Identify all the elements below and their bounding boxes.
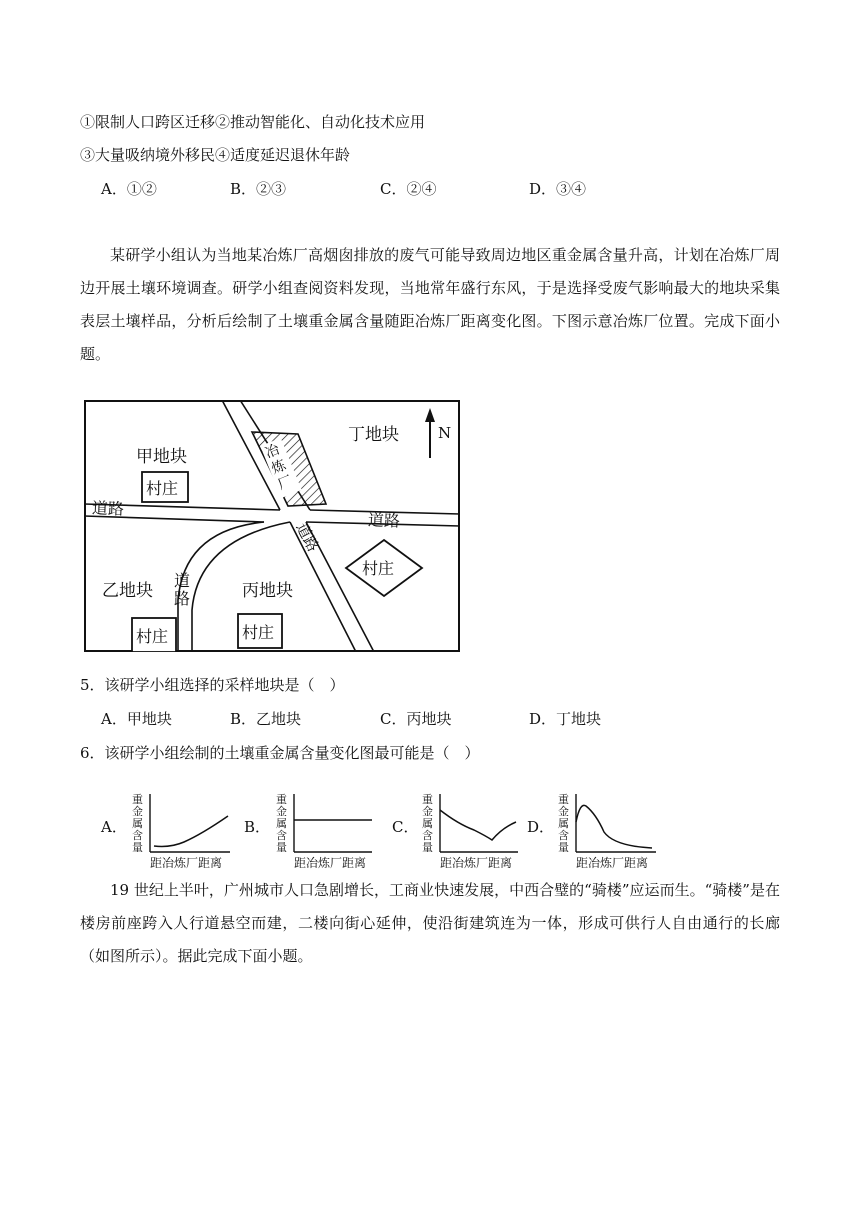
graph-a-curve <box>154 816 228 847</box>
q4-option-b: B．②③ <box>230 180 287 198</box>
graph-d-curve <box>576 805 652 848</box>
village-label-yi: 村庄 <box>136 627 169 646</box>
q6-option-c-letter: C． <box>392 818 419 836</box>
statement-line-1: ①限制人口跨区迁移②推动智能化、自动化技术应用 <box>80 113 426 131</box>
plot-bing-label: 丙地块 <box>242 581 293 601</box>
road-label-vertical: 道 路 <box>174 571 191 608</box>
smelter-label: 冶 炼 厂 <box>263 441 295 494</box>
plot-ding-label: 丁地块 <box>348 425 399 445</box>
village-label-jia: 村庄 <box>146 479 179 498</box>
graph-c-ylabel: 重金属含量 <box>422 793 433 854</box>
graph-d-ylabel: 重金属含量 <box>558 793 569 854</box>
q4-option-c: C．②④ <box>380 180 437 198</box>
q5-option-b: B．乙地块 <box>230 710 302 728</box>
village-label-ding: 村庄 <box>362 559 395 578</box>
q4-option-a: A．①② <box>101 180 157 198</box>
graph-b-xlabel: 距冶炼厂距离 <box>294 856 367 870</box>
q6-graph-d <box>556 792 656 870</box>
q6-option-d-letter: D． <box>527 818 555 836</box>
plot-yi-label: 乙地块 <box>102 581 153 601</box>
q6-graph-c <box>418 792 518 870</box>
road-label-east: 道路 <box>367 510 401 531</box>
graph-a-xlabel: 距冶炼厂距离 <box>150 856 223 870</box>
village-label-bing: 村庄 <box>242 623 275 642</box>
q5-option-d: D．丁地块 <box>529 710 602 728</box>
graph-d-xlabel: 距冶炼厂距离 <box>576 856 649 870</box>
q6-graph-b <box>272 792 372 870</box>
graph-c-xlabel: 距冶炼厂距离 <box>440 856 513 870</box>
graph-a-ylabel: 重金属含量 <box>132 793 143 854</box>
q5-option-a: A．甲地块 <box>101 710 172 728</box>
road-label-west: 道路 <box>91 498 125 519</box>
smelter-location-map <box>84 400 460 652</box>
passage-qilou: 19 世纪上半叶，广州城市人口急剧增长，工商业快速发展，中西合璧的“骑楼”应运而生。“骑楼”是在楼房前座跨入人行道悬空而建，二楼向街心延伸，使沿街建筑连为一体，形成可供行人自由通行的长廊（如图所示）。据此完成下面小题。 <box>80 881 780 965</box>
road-label-diagonal: 道路 <box>292 519 323 555</box>
q6-option-a-letter: A． <box>101 818 127 836</box>
graph-b-ylabel: 重金属含量 <box>276 793 287 854</box>
statement-line-2: ③大量吸纳境外移民④适度延迟退休年龄 <box>80 146 351 164</box>
north-label: N <box>438 424 452 442</box>
plot-jia-label: 甲地块 <box>136 447 187 467</box>
passage-smelter: 某研学小组认为当地某冶炼厂高烟囱排放的废气可能导致周边地区重金属含量升高，计划在冶炼厂周边开展土壤环境调查。研学小组查阅资料发现，当地常年盛行东风，于是选择受废气影响最大的地块采集表层土壤样品，分析后绘制了土壤重金属含量随距冶炼厂距离变化图。下图示意冶炼厂位置。完成下面小题。 <box>80 246 780 363</box>
graph-c-curve <box>440 810 516 840</box>
q5-stem: 5．该研学小组选择的采样地块是（ ） <box>80 676 345 694</box>
q4-option-d: D．③④ <box>529 180 587 198</box>
q5-option-c: C．丙地块 <box>380 710 452 728</box>
q6-stem: 6．该研学小组绘制的土壤重金属含量变化图最可能是（ ） <box>80 744 480 762</box>
q6-graph-a <box>130 792 230 870</box>
q6-option-b-letter: B． <box>244 818 271 836</box>
